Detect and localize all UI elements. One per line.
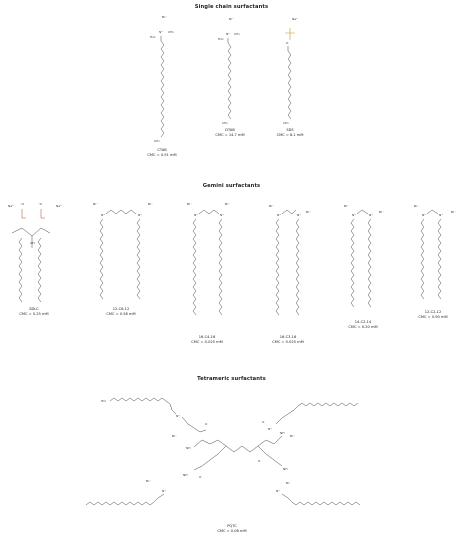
- g14-c2-14-name: 14-C2-14: [354, 320, 372, 324]
- tetra-nh-lower-right: NH: [283, 467, 288, 471]
- g12-c2-spacer: [427, 210, 438, 214]
- ctab-tail: [161, 36, 164, 137]
- sdlc-caption: [14, 307, 54, 317]
- g16-c3-tail-left: [276, 219, 279, 315]
- section-title-tetrameric: Tetrameric surfactants: [197, 376, 266, 382]
- ctab-ch3-label: CH₃: [168, 30, 174, 34]
- g16-c3-16-structure: [269, 204, 311, 315]
- g16-c4-tail-right: [219, 219, 222, 315]
- tetra-nh-lower-left: NH: [183, 473, 188, 477]
- dtab-ch3-label: CH₃: [234, 32, 240, 36]
- tetra-link-upper-left: [182, 417, 206, 432]
- g12-c2-br-right: Br⁻: [451, 210, 456, 214]
- tetramer-caption: [212, 524, 252, 534]
- g16-c4-br-right: Br⁻: [225, 202, 230, 206]
- sdlc-tail-right: [38, 238, 41, 302]
- g16-c3-br-right: Br⁻: [306, 210, 311, 214]
- sds-structure: [283, 17, 298, 125]
- sds-o-label: O: [286, 41, 289, 45]
- sds-caption: [272, 128, 308, 138]
- g12-c6-tail-left: [100, 219, 103, 299]
- tetra-tail-upper-left: [110, 398, 176, 414]
- g12-c6-spacer: [106, 210, 136, 214]
- g12-c6-12-structure: [93, 202, 153, 299]
- dtab-cmc: CMC = 14.7 mM: [215, 133, 245, 137]
- g12-c6-n-left: N⁺: [101, 213, 105, 217]
- g16-c4-spacer: [199, 210, 219, 214]
- sdlc-o-minus-left: ⁻O: [20, 202, 24, 206]
- g12-c2-12-caption: [413, 310, 453, 320]
- tetra-ho-label: HO: [101, 399, 106, 403]
- tetra-n-lower-left: N⁺: [162, 489, 166, 493]
- tetra-br-lower-right: Br⁻: [286, 481, 291, 485]
- tetramer-name: PQTC: [227, 524, 237, 528]
- g16-c4-n-left: N⁺: [194, 213, 198, 217]
- g12-c2-12-name: 12-C2-12: [424, 310, 442, 314]
- sdlc-na-right: Na⁺: [56, 204, 62, 208]
- sds-tail: [288, 46, 291, 119]
- ctab-caption: [144, 148, 180, 158]
- tetra-o-lower-right: O: [258, 459, 261, 463]
- sds-name: SDS: [286, 128, 294, 132]
- g12-c2-12-structure: [414, 204, 456, 299]
- g16-c4-br-left: Br⁻: [187, 202, 192, 206]
- sdlc-tail-left: [19, 238, 22, 302]
- g16-c3-16-cmc: CMC = 0.025 mM: [272, 340, 304, 344]
- tetramer-cmc: CMC = 0.08 mM: [217, 529, 247, 533]
- sds-cmc: CMC = 8.1 mM: [276, 133, 304, 137]
- g12-c2-n-left: N⁺: [422, 213, 426, 217]
- tetra-nh-upper-left: NH: [186, 446, 191, 450]
- g16-c3-br-left: Br⁻: [269, 204, 274, 208]
- dtab-h3c-label: H₃C: [218, 37, 224, 41]
- section-title-single-chain: Single chain surfactants: [194, 4, 269, 10]
- ctab-br-label: Br⁻: [162, 15, 167, 19]
- g16-c3-16-name: 16-C3-16: [279, 335, 297, 339]
- ctab-name: CTAB: [157, 148, 167, 152]
- dtab-n-label: N⁺: [226, 32, 230, 36]
- dtab-structure: [218, 17, 240, 125]
- tetra-n-upper-right: N⁺: [268, 427, 272, 431]
- g14-c2-14-structure: [344, 204, 384, 307]
- g14-c2-14-caption: [343, 320, 383, 330]
- g16-c3-spacer: [282, 210, 296, 214]
- g12-c6-12-caption: [101, 307, 141, 317]
- tetra-n-upper-left: N⁺: [176, 414, 180, 418]
- g12-c2-12-cmc: CMC = 0.90 mM: [418, 315, 448, 319]
- g12-c2-tail-left: [421, 219, 424, 299]
- sdlc-structure: [8, 202, 62, 302]
- g16-c3-n-right: N⁺: [297, 213, 301, 217]
- sdlc-cmc: CMC = 0.25 mM: [19, 312, 49, 316]
- ctab-ch3-end: CH₃: [154, 139, 160, 143]
- ctab-cmc: CMC = 0.91 mM: [147, 153, 177, 157]
- g16-c4-16-caption: [187, 335, 227, 345]
- g16-c4-16-name: 16-C4-16: [198, 335, 216, 339]
- g14-c2-spacer: [357, 210, 368, 214]
- tetra-br-lower-left: Br⁻: [146, 479, 151, 483]
- sdlc-linker: [12, 228, 50, 248]
- ctab-n-label: N⁺: [159, 30, 163, 34]
- g12-c2-tail-right: [438, 219, 441, 299]
- tetra-br-upper-right: Br⁻: [290, 434, 295, 438]
- g12-c2-n-right: N⁺: [439, 213, 443, 217]
- tetra-link-lower-left: [194, 446, 226, 470]
- sdlc-carboxylate-left: [22, 209, 26, 218]
- sds-ch3-end: CH₃: [283, 121, 289, 125]
- tetra-o-lower-left: O: [199, 475, 202, 479]
- tetra-tail-upper-right: [276, 403, 358, 424]
- sdlc-carboxylate-right: [41, 209, 45, 218]
- g14-c2-tail-left: [351, 219, 354, 307]
- g12-c6-br-left: Br⁻: [93, 202, 98, 206]
- ctab-structure: [150, 15, 174, 143]
- g16-c4-16-cmc: CMC = 0.025 mM: [191, 340, 223, 344]
- tetra-link-lower-right: [258, 446, 282, 466]
- dtab-name: DTAB: [225, 128, 235, 132]
- sdlc-name: SDLC: [29, 307, 39, 311]
- tetra-n-lower-right: N⁺: [276, 489, 280, 493]
- section-title-gemini: Gemini surfactants: [202, 183, 261, 189]
- g14-c2-tail-right: [368, 219, 371, 307]
- sds-sulfate-group: [285, 28, 295, 40]
- sds-na-label: Na⁺: [292, 17, 298, 21]
- tetra-link2-upper-right: [258, 436, 282, 446]
- g14-c2-br-right: Br⁻: [379, 210, 384, 214]
- dtab-br-label: Br⁻: [229, 17, 234, 21]
- tetra-tail-lower-left: [86, 494, 164, 505]
- tetra-o-upper-right: O: [262, 420, 265, 424]
- tetra-nh-upper-right: NH: [280, 431, 285, 435]
- dtab-ch3-end: CH₃: [222, 121, 228, 125]
- dtab-tail: [228, 38, 231, 119]
- tetra-link2-upper-left: [194, 440, 226, 447]
- g14-c2-n-right: N⁺: [369, 213, 373, 217]
- g14-c2-br-left: Br⁻: [344, 204, 349, 208]
- g12-c6-12-name: 12-C6-12: [112, 307, 130, 311]
- g12-c6-12-cmc: CMC = 0.58 mM: [106, 312, 136, 316]
- g16-c3-16-caption: [268, 335, 308, 345]
- g16-c4-tail-left: [193, 219, 196, 315]
- g14-c2-14-cmc: CMC = 0.20 mM: [348, 325, 378, 329]
- sdlc-na-left: Na⁺: [8, 204, 14, 208]
- tetra-tail-lower-right: [282, 494, 360, 505]
- g12-c6-tail-right: [137, 219, 140, 299]
- g16-c3-n-left: N⁺: [277, 213, 281, 217]
- g14-c2-n-left: N⁺: [352, 213, 356, 217]
- g12-c2-br-left: Br⁻: [414, 204, 419, 208]
- g16-c3-tail-right: [296, 219, 299, 315]
- sdlc-o-minus-right: ⁻O: [38, 202, 42, 206]
- ctab-h3c-label: H₃C: [150, 35, 156, 39]
- tetra-o-upper-left: O: [205, 422, 208, 426]
- g16-c4-16-structure: [187, 202, 230, 315]
- tetra-core: [226, 446, 258, 452]
- g16-c4-n-right: N⁺: [220, 213, 224, 217]
- sdlc-oh-label: OH: [30, 241, 35, 245]
- dtab-caption: [212, 128, 248, 138]
- g12-c6-br-right: Br⁻: [148, 202, 153, 206]
- g12-c6-n-right: N⁺: [138, 213, 142, 217]
- tetramer-structure: [86, 398, 360, 505]
- tetra-br-upper-left: Br⁻: [172, 434, 177, 438]
